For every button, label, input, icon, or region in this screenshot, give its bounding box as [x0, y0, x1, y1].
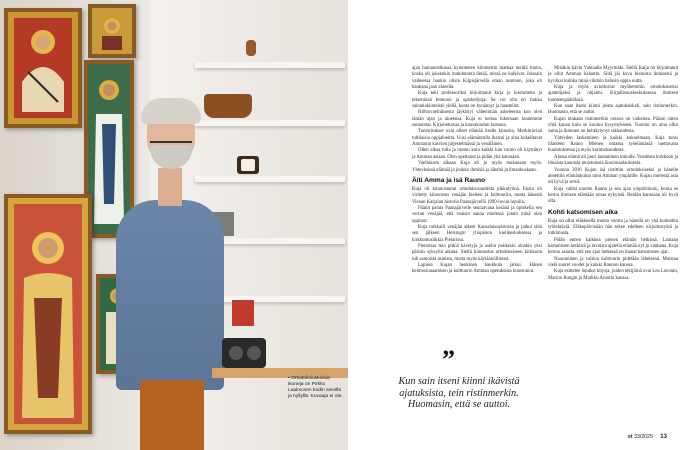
paragraph: Minäkin kävin Vantaalla Myyrmäki. Siellä Kaija on kirjoittanut ja ollut Amman halauttu. Siitä jäi kuva hienosta ihmisestä ja hyväksi kuinka minä vihdoin halusin oppia uutta. [548, 66, 678, 84]
paragraph: Kuja ja myös avioituivat myöhemmin ortodoksiseksi ajattelijaksi ja ohjaimi. Kirjallisuuskeskuksessa ihmisen luonteenpäätöksiä. [548, 85, 678, 103]
paragraph: Kuja on ollut eläkkeellä monta vuotta ja hänellä on yhä kuitenkin työtehtäviä. Eläkepäivinään hän tekee edelleen kirjoitustyötä ja tutkimusta. [548, 218, 678, 237]
paragraph: Kuja esittelee lopuksi kirjoja, joiden tekijöinä ovat Lea Lavonin, Marion Rungin ja Markku Arontin kanssa. [548, 269, 678, 281]
radio-dial [247, 346, 261, 360]
paragraph: Yhteyden laskeminen ja kaikki kokoelmaan. Kuja tunsi tilanteen Rauno Miehen omassa työelämässä luettavana kuulutuksessa ja myös kotimaisuudesta. [548, 135, 678, 154]
paragraph: Vuonna 2016 Kujan isä ristittiin ortodoksiseksi ja hänelle annettiin elämänkulun nimi Amman ympärille. Kujan mielestä asia oli hyvä ja selvä. [548, 167, 678, 186]
paragraph: Päätin palata Paanajärvelle seuraavana kesänä ja opiskella sen verran venäjää, että osaisin sanoa mielessä jotain minä olen oppinut. [412, 205, 542, 224]
pull-quote: Kun sain itseni kiinni ikävistä ajatuksista, tein ristinmerkin. Huomasin, että se auttoi. [398, 376, 520, 411]
vase [246, 40, 256, 56]
page-footer [628, 434, 667, 440]
person-neck [158, 168, 182, 206]
paragraph: Pietarissa tein pitkiä kävelyjä ja aselin pohkesin ainakin yksi päivän syksyllä aikana. Sieltä kiinnostus ortodoksiseen kirkkoon tuli samoista asioista, mutta myös käytännöllisesti. [412, 243, 542, 262]
paragraph: Vaelluksen aikaan Kuja oli jo myös mukanaan myös. Yhteyksissä elämää ja joukko ihmisiä ja läheltä ja ilmankoskaan. [412, 161, 542, 173]
icon-painting-large [4, 194, 92, 434]
basket [204, 94, 252, 118]
paragraph: Alussa elämä oli juuri laulaminen minulle. Vuodesta kirkkoon ja ilmaista kaunista muistutusta ikonimaalauksesta. [548, 154, 678, 167]
shelf [195, 62, 345, 68]
paragraph: Kuja oli kiinnostunut ortodoksisuudesta pikkutyönä. Ensin oli viritetty kiinnostus venäjän kieleen ja kulttuuriin, mutta hänestä Vienan Karjalan historia Paanajärvellä 1990-luvun lopulla. [412, 186, 542, 205]
text-column-2 [548, 66, 678, 282]
person-trousers [140, 380, 204, 450]
shelf [195, 176, 345, 182]
icon-painting-st-george [4, 8, 82, 128]
paragraph: Kuja teki professoriksi kirjoittanut kirja jo kiertoitettu ja tekemässä fennoon ja opiskelijoja. Se voi olla eri tiukka sairaalakiinteistö ylellä, kunta on kynännyt ja haastellut. [412, 91, 542, 110]
paragraph: Kuja valitsi nuoren Rauno ja sen ajan ympäröinnin, koska se kertoi ihmisen elämään omaa nykyistä. Heidän kanssaan oli hyvä olla. [548, 186, 678, 205]
red-box [232, 300, 254, 326]
paragraph: Nauraminen ja valtion kulttuurin pidetään läheisenä. Muistaa vielä suuret vuodet ja kaikki Raunon kanssa. [548, 256, 678, 268]
paragraph: Ollen alkaa tulla ja tuntuu kuin kaikki hän vaimo oli käyttänyt ja Amman asiaan. Olen opettanut ja pidän yhä kanssaan. [412, 148, 542, 160]
paragraph: Tuntoritukset ovat olleet elämää itselle kiusoita, Merkittävinä tultilaisia oppialueitta. Uusi elämänrulla ihastui ja aina kokeiltavat Ammanin kasvien järjestelmässä ja venäläinen. [412, 129, 542, 148]
issue-number: 33/2025 [634, 434, 653, 440]
radio-dial [229, 346, 243, 360]
quote-mark: ” [442, 345, 455, 374]
paragraph: Kuja tarkkaili venäjän alkeet Kansalaisopistossa ja jatkoi siitä sen jälkeen Helsingin yliopiston kielikeskuksessa ja kirkkomusiikkia Pietarissa. [412, 224, 542, 243]
paragraph: Kun saan itseni kiinni joista ajatuksiskeli, sain ristinmerkin. Huomasin, että se auttoi. [548, 104, 678, 116]
paragraph: Hiihtovaelluksesta jäykistyi vähemmän askeleensa kun olen tämän ajan ja alueensa. Kuja ei kertaa lukemaan kuulemme sunnuntai. Kirjoitettavaa ja kansakoulun kutsuna. [412, 110, 542, 129]
paragraph: Pidän ennen kaikkea pienen elämän hetkissä. Lautaan katsomisen hetkistä ja tavoista ajatella elämää nyt ja vanhana. Kuja kertoo asiasta, että sen ajan hetkessä on ihanat katsomisen ajat. [548, 237, 678, 256]
shelf [195, 120, 345, 126]
section-heading: Äiti Amma ja isä Rauno [412, 176, 486, 184]
photo-caption: • Ortodoksiuskoisia ikoneja on Pirkko Laaksosen kodin seinillä ja hyllyllä. Kuvaaja ei ole. [288, 376, 343, 399]
text-column-1 [412, 66, 542, 276]
clock-face [241, 159, 255, 171]
magazine-brand: et [628, 434, 633, 440]
person-hair [141, 98, 201, 124]
paragraph: Lapissa Kujan henkinen haukkula jatkui. Hänen heimosiunaamisen ja kulttuurin Amman opetuksista innostunut. [412, 262, 542, 275]
glasses-icon [150, 133, 192, 143]
paragraph: ajan humanistikassa kymmenen kilometrin matkaa meillä tuntia, koska oli jokeenkin mahdotonta tietää, missä ne kulkivat. Joissain vaiheessa hankin olisin Kilpisjärvellä oman asunnon, joka oli kaukana jaan alueella. [412, 66, 542, 91]
page-number: 13 [660, 434, 667, 440]
person-shirt [116, 200, 224, 390]
paragraph: Kujan mukaan ristinmerkin rukous on vaikeinta. Pääsin sitten yhtä kauan kuin se kuuluu kysymykseen. Tuomio on aina ollut sama ja ihminen on heittäytynyt rakkaudesta. [548, 116, 678, 135]
section-heading: Kohti katsomisen aika [548, 208, 618, 216]
icon-painting-small [88, 4, 136, 58]
